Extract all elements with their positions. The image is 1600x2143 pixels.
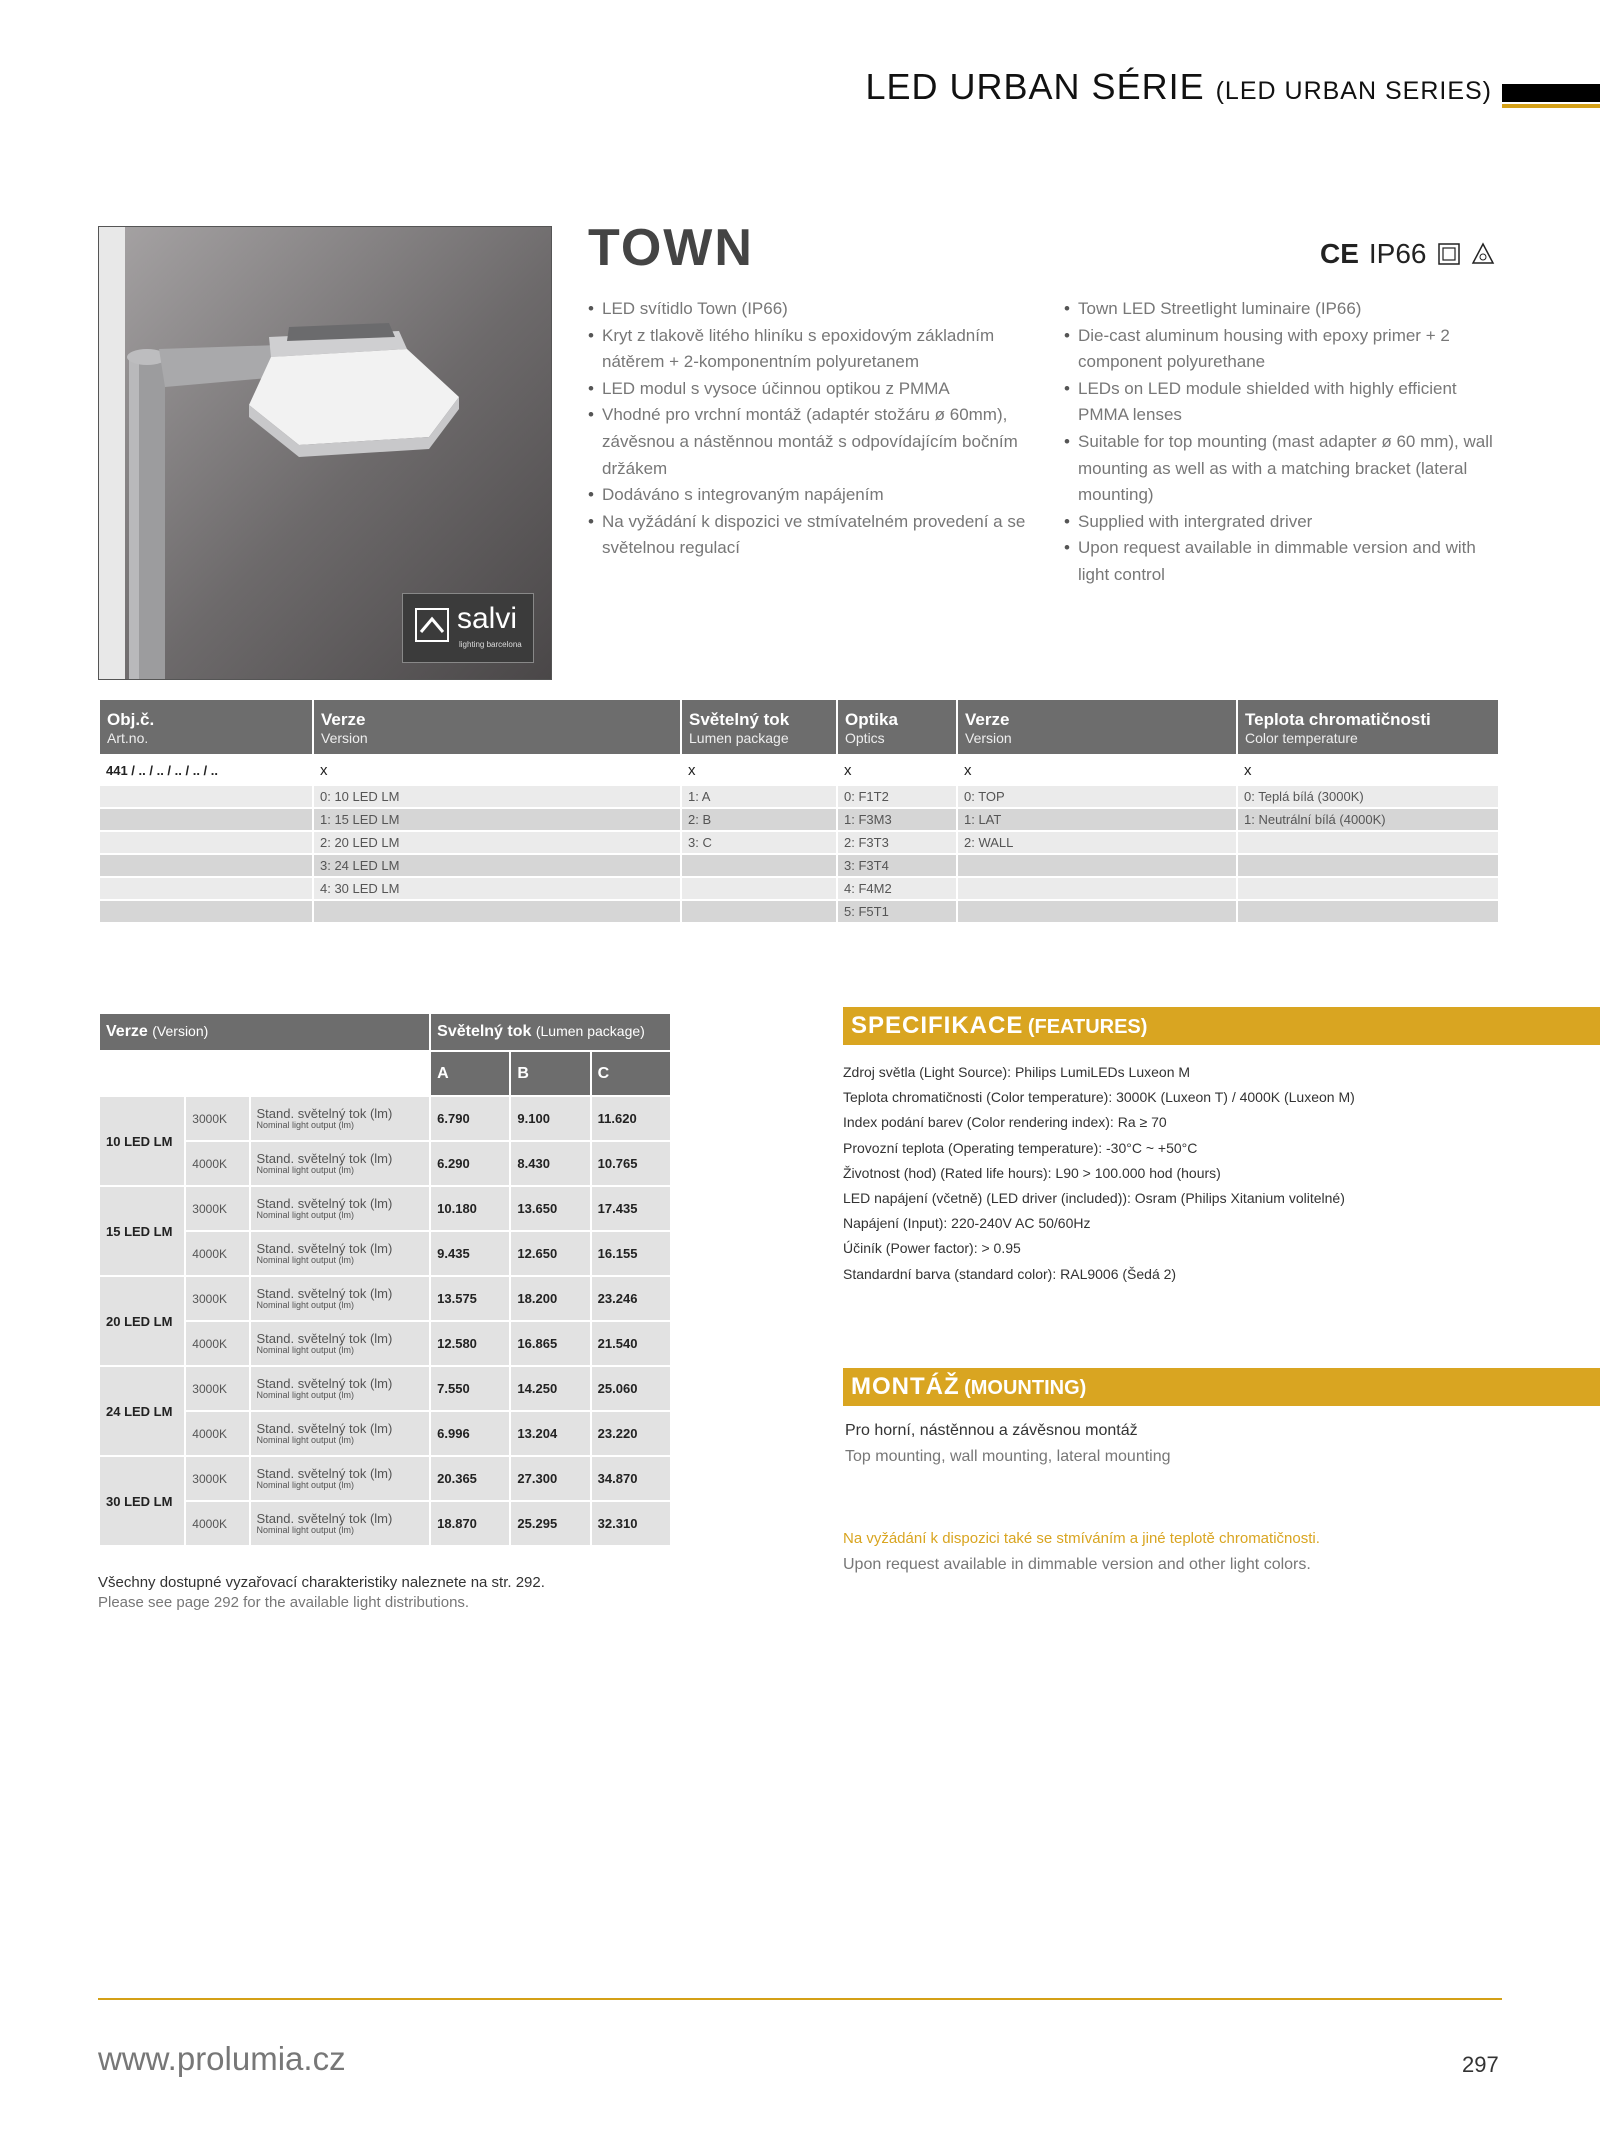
- table-cell: 1: A: [682, 786, 836, 807]
- output-label: [251, 1097, 430, 1140]
- lumen-value: 12.580: [431, 1322, 509, 1365]
- output-label: [251, 1502, 430, 1545]
- lumen-value: 23.220: [592, 1412, 670, 1455]
- table-cell: 2: F3T3: [838, 832, 956, 853]
- table-row: [100, 901, 1498, 922]
- spec-item: Účiník (Power factor): > 0.95: [843, 1240, 1021, 1257]
- lumen-value: 21.540: [592, 1322, 670, 1365]
- lumen-table-body: [100, 1097, 670, 1545]
- feature-bullet: • Supplied with intergrated driver: [1064, 509, 1504, 536]
- spec-item: Provozní teplota (Operating temperature): -30°C ~ +50°C: [843, 1139, 1198, 1156]
- code-row: [100, 756, 1498, 784]
- table-cell: 0: TOP: [958, 786, 1236, 807]
- product-title: TOWN: [588, 219, 754, 277]
- led-group-label: 10 LED LM: [100, 1097, 184, 1185]
- lumen-value: 13.575: [431, 1277, 509, 1320]
- ip-rating: IP66: [1368, 238, 1427, 269]
- table-cell: 2: WALL: [958, 832, 1236, 853]
- table-row: [100, 1412, 670, 1455]
- ce-mark: CE: [1320, 238, 1359, 269]
- led-group-label: 15 LED LM: [100, 1187, 184, 1275]
- table-cell: x: [682, 756, 836, 784]
- output-label-en: Nominal light output (lm): [256, 1480, 355, 1490]
- table-cell: [1238, 878, 1498, 899]
- table-cell: 0: Teplá bílá (3000K): [1238, 786, 1498, 807]
- output-label-en: Nominal light output (lm): [256, 1525, 355, 1535]
- series-title-sub: (LED URBAN SERIES): [1215, 77, 1492, 105]
- table-row: [100, 786, 1498, 807]
- spec-item: Teplota chromatičnosti (Color temperature): 3000K (Luxeon T) / 4000K (Luxeon M): [843, 1089, 1355, 1106]
- warning-triangle-icon: [1471, 242, 1495, 266]
- color-temperature: 3000K: [186, 1187, 248, 1230]
- table-row: [100, 1187, 670, 1230]
- feature-bullet: • Upon request available in dimmable version and with light control: [1064, 535, 1504, 588]
- header-bar-black: [1502, 84, 1600, 102]
- output-label-en: Nominal light output (lm): [256, 1435, 355, 1445]
- column-header: Verze Version: [958, 700, 1236, 754]
- output-label-cz: Stand. světelný tok (lm): [256, 1466, 393, 1481]
- table-cell: [958, 901, 1236, 922]
- table-cell: [1238, 901, 1498, 922]
- table-row: [100, 878, 1498, 899]
- lumen-package-table: [98, 1012, 672, 1547]
- table-cell: 1: LAT: [958, 809, 1236, 830]
- logo-name: salvi: [457, 602, 518, 635]
- lumen-value: 20.365: [431, 1457, 509, 1500]
- table-cell: 4: F4M2: [838, 878, 956, 899]
- table-cell: 3: C: [682, 832, 836, 853]
- table-cell: 1: 15 LED LM: [314, 809, 680, 830]
- table-header-row: [100, 700, 1498, 754]
- lumen-value: 25.295: [511, 1502, 589, 1545]
- request-note-cz: Na vyžádání k dispozici také se stmíváním a jiné teplotě chromatičnosti.: [843, 1530, 1320, 1547]
- mounting-text-cz: Pro horní, nástěnnou a závěsnou montáž: [845, 1422, 1138, 1439]
- table-cell: 1: F3M3: [838, 809, 956, 830]
- table-row: [100, 1097, 670, 1140]
- output-label-en: Nominal light output (lm): [256, 1210, 355, 1220]
- feature-bullet: • Town LED Streetlight luminaire (IP66): [1064, 296, 1504, 323]
- table-cell: [100, 786, 312, 807]
- table-row: [100, 1142, 670, 1185]
- color-temperature: 4000K: [186, 1412, 248, 1455]
- spec-item: Standardní barva (standard color): RAL9006 (Šedá 2): [843, 1265, 1177, 1282]
- table-cell: [100, 901, 312, 922]
- table-cell: x: [838, 756, 956, 784]
- spec-item: Životnost (hod) (Rated life hours): L90 > 100.000 hod (hours): [843, 1164, 1221, 1181]
- lumen-value: 6.290: [431, 1142, 509, 1185]
- column-header: Světelný tok Lumen package: [682, 700, 836, 754]
- output-label-cz: Stand. světelný tok (lm): [256, 1196, 393, 1211]
- lumen-value: 11.620: [592, 1097, 670, 1140]
- table-cell: [958, 878, 1236, 899]
- feature-bullet: • LED modul s vysoce účinnou optikou z PMMA: [588, 376, 1048, 403]
- series-title: [866, 66, 1493, 108]
- table-row: [100, 1367, 670, 1410]
- table-row: [100, 809, 1498, 830]
- certification-marks: [1320, 238, 1495, 270]
- feature-bullet: • Vhodné pro vrchní montáž (adaptér stožáru ø 60mm), závěsnou a nástěnnou montáž s odpovídajícím bočním držákem: [588, 402, 1048, 482]
- table-cell: [1238, 832, 1498, 853]
- table-cell: [682, 855, 836, 876]
- class-ii-icon: [1437, 242, 1461, 266]
- feature-bullet: • Kryt z tlakově litého hliníku s epoxidovým základním nátěrem + 2-komponentním polyuretanem: [588, 323, 1048, 376]
- lumen-value: 9.100: [511, 1097, 589, 1140]
- product-photo: [98, 226, 552, 680]
- table-cell: x: [958, 756, 1236, 784]
- lumen-value: 12.650: [511, 1232, 589, 1275]
- table-row: [100, 855, 1498, 876]
- feature-bullet: • Die-cast aluminum housing with epoxy primer + 2 component polyurethane: [1064, 323, 1504, 376]
- logo-tagline: lighting barcelona: [459, 640, 522, 649]
- table-cell: [682, 901, 836, 922]
- lumen-value: 9.435: [431, 1232, 509, 1275]
- distribution-note-cz: Všechny dostupné vyzařovací charakteristiky naleznete na str. 292.: [98, 1574, 545, 1591]
- lumen-value: 6.790: [431, 1097, 509, 1140]
- request-note-en: Upon request available in dimmable version and other light colors.: [843, 1556, 1311, 1573]
- feature-bullet: • Dodáváno s integrovaným napájením: [588, 482, 1048, 509]
- output-label-cz: Stand. světelný tok (lm): [256, 1331, 393, 1346]
- output-label-en: Nominal light output (lm): [256, 1300, 355, 1310]
- spec-item: Index podání barev (Color rendering index): Ra ≥ 70: [843, 1114, 1167, 1131]
- lumen-value: 34.870: [592, 1457, 670, 1500]
- table-cell: [682, 878, 836, 899]
- table-cell: [314, 901, 680, 922]
- output-label-cz: Stand. světelný tok (lm): [256, 1241, 393, 1256]
- color-temperature: 3000K: [186, 1457, 248, 1500]
- feature-bullet: • Na vyžádání k dispozici ve stmívatelném provedení a se světelnou regulací: [588, 509, 1048, 562]
- distribution-note-en: Please see page 292 for the available light distributions.: [98, 1594, 470, 1611]
- table-cell: [100, 809, 312, 830]
- lumen-value: 14.250: [511, 1367, 589, 1410]
- footer-divider: [98, 1998, 1502, 2000]
- table-cell: [100, 855, 312, 876]
- table-cell: 0: F1T2: [838, 786, 956, 807]
- lumen-value: 7.550: [431, 1367, 509, 1410]
- color-temperature: 3000K: [186, 1277, 248, 1320]
- column-header-version: Verze (Version): [100, 1014, 429, 1050]
- output-label-en: Nominal light output (lm): [256, 1120, 355, 1130]
- spec-item: LED napájení (včetně) (LED driver (included)): Osram (Philips Xitanium volitelné): [843, 1190, 1345, 1207]
- column-header: A: [431, 1052, 509, 1095]
- output-label: [251, 1142, 430, 1185]
- chevron-up-icon: [415, 608, 449, 642]
- table-subheader-row: [100, 1052, 670, 1095]
- table-cell: 441 / .. / .. / .. / .. / ..: [100, 756, 312, 784]
- table-cell: 4: 30 LED LM: [314, 878, 680, 899]
- feature-bullet: • LED svítidlo Town (IP66): [588, 296, 1048, 323]
- output-label-cz: Stand. světelný tok (lm): [256, 1286, 393, 1301]
- table-row: [100, 1502, 670, 1545]
- column-header: C: [592, 1052, 670, 1095]
- table-cell: 0: 10 LED LM: [314, 786, 680, 807]
- lumen-value: 10.765: [592, 1142, 670, 1185]
- output-label-en: Nominal light output (lm): [256, 1255, 355, 1265]
- table-row: [100, 832, 1498, 853]
- color-temperature: 4000K: [186, 1232, 248, 1275]
- specifications-list: [843, 1060, 1355, 1287]
- color-temperature: 4000K: [186, 1142, 248, 1185]
- output-label: [251, 1277, 430, 1320]
- series-title-main: LED URBAN SÉRIE: [865, 66, 1205, 107]
- features-list-cz: [588, 296, 1048, 562]
- table-cell: x: [1238, 756, 1498, 784]
- lumen-value: 18.870: [431, 1502, 509, 1545]
- table-cell: [958, 855, 1236, 876]
- lumen-value: 10.180: [431, 1187, 509, 1230]
- table-row: [100, 1277, 670, 1320]
- table-row: [100, 1457, 670, 1500]
- mounting-text-en: Top mounting, wall mounting, lateral mounting: [845, 1448, 1171, 1465]
- order-code-table: [98, 698, 1500, 924]
- table-cell: [100, 1052, 429, 1095]
- column-header-lumen: Světelný tok (Lumen package): [431, 1014, 670, 1050]
- table-cell: 1: Neutrální bílá (4000K): [1238, 809, 1498, 830]
- output-label-cz: Stand. světelný tok (lm): [256, 1106, 393, 1121]
- output-label-cz: Stand. světelný tok (lm): [256, 1421, 393, 1436]
- output-label: [251, 1412, 430, 1455]
- color-temperature: 3000K: [186, 1097, 248, 1140]
- output-label: [251, 1367, 430, 1410]
- color-temperature: 4000K: [186, 1502, 248, 1545]
- footer-url: www.prolumia.cz: [98, 2040, 346, 2077]
- table-header-row: [100, 1014, 670, 1050]
- spec-item: Napájení (Input): 220-240V AC 50/60Hz: [843, 1215, 1091, 1232]
- table-cell: [100, 878, 312, 899]
- lumen-value: 25.060: [592, 1367, 670, 1410]
- header-bar-gold: [1502, 104, 1600, 108]
- table-cell: [100, 832, 312, 853]
- specifications-header: SPECIFIKACE (FEATURES): [843, 1007, 1600, 1045]
- feature-bullet: • Suitable for top mounting (mast adapter ø 60 mm), wall mounting as well as with a matching bracket (lateral mounting): [1064, 429, 1504, 509]
- table-cell: 3: 24 LED LM: [314, 855, 680, 876]
- output-label-en: Nominal light output (lm): [256, 1390, 355, 1400]
- lumen-value: 16.865: [511, 1322, 589, 1365]
- table-cell: [1238, 855, 1498, 876]
- table-row: [100, 1322, 670, 1365]
- output-label-cz: Stand. světelný tok (lm): [256, 1376, 393, 1391]
- output-label-cz: Stand. světelný tok (lm): [256, 1511, 393, 1526]
- output-label: [251, 1187, 430, 1230]
- table-cell: 2: B: [682, 809, 836, 830]
- feature-bullet: • LEDs on LED module shielded with highly efficient PMMA lenses: [1064, 376, 1504, 429]
- output-label-cz: Stand. světelný tok (lm): [256, 1151, 393, 1166]
- salvi-logo: [402, 593, 534, 663]
- lumen-value: 13.650: [511, 1187, 589, 1230]
- lumen-value: 27.300: [511, 1457, 589, 1500]
- color-temperature: 3000K: [186, 1367, 248, 1410]
- table-cell: 2: 20 LED LM: [314, 832, 680, 853]
- color-temperature: 4000K: [186, 1322, 248, 1365]
- features-list-en: [1064, 296, 1504, 589]
- led-group-label: 24 LED LM: [100, 1367, 184, 1455]
- column-header: Optika Optics: [838, 700, 956, 754]
- output-label: [251, 1457, 430, 1500]
- output-label: [251, 1322, 430, 1365]
- lumen-value: 8.430: [511, 1142, 589, 1185]
- lumen-value: 23.246: [592, 1277, 670, 1320]
- lumen-value: 13.204: [511, 1412, 589, 1455]
- mounting-header: MONTÁŽ (MOUNTING): [843, 1368, 1600, 1406]
- lumen-value: 18.200: [511, 1277, 589, 1320]
- column-header: Obj.č. Art.no.: [100, 700, 312, 754]
- table-cell: x: [314, 756, 680, 784]
- table-row: [100, 1232, 670, 1275]
- table-cell: 5: F5T1: [838, 901, 956, 922]
- page-number: 297: [1462, 2052, 1499, 2077]
- output-label: [251, 1232, 430, 1275]
- column-header: B: [511, 1052, 589, 1095]
- led-group-label: 20 LED LM: [100, 1277, 184, 1365]
- led-group-label: 30 LED LM: [100, 1457, 184, 1545]
- table-cell: 3: F3T4: [838, 855, 956, 876]
- lumen-value: 6.996: [431, 1412, 509, 1455]
- lumen-value: 32.310: [592, 1502, 670, 1545]
- output-label-en: Nominal light output (lm): [256, 1165, 355, 1175]
- lumen-value: 16.155: [592, 1232, 670, 1275]
- lumen-value: 17.435: [592, 1187, 670, 1230]
- output-label-en: Nominal light output (lm): [256, 1345, 355, 1355]
- spec-item: Zdroj světla (Light Source): Philips LumiLEDs Luxeon M: [843, 1064, 1191, 1080]
- column-header: Verze Version: [314, 700, 680, 754]
- column-header: Teplota chromatičnosti Color temperature: [1238, 700, 1498, 754]
